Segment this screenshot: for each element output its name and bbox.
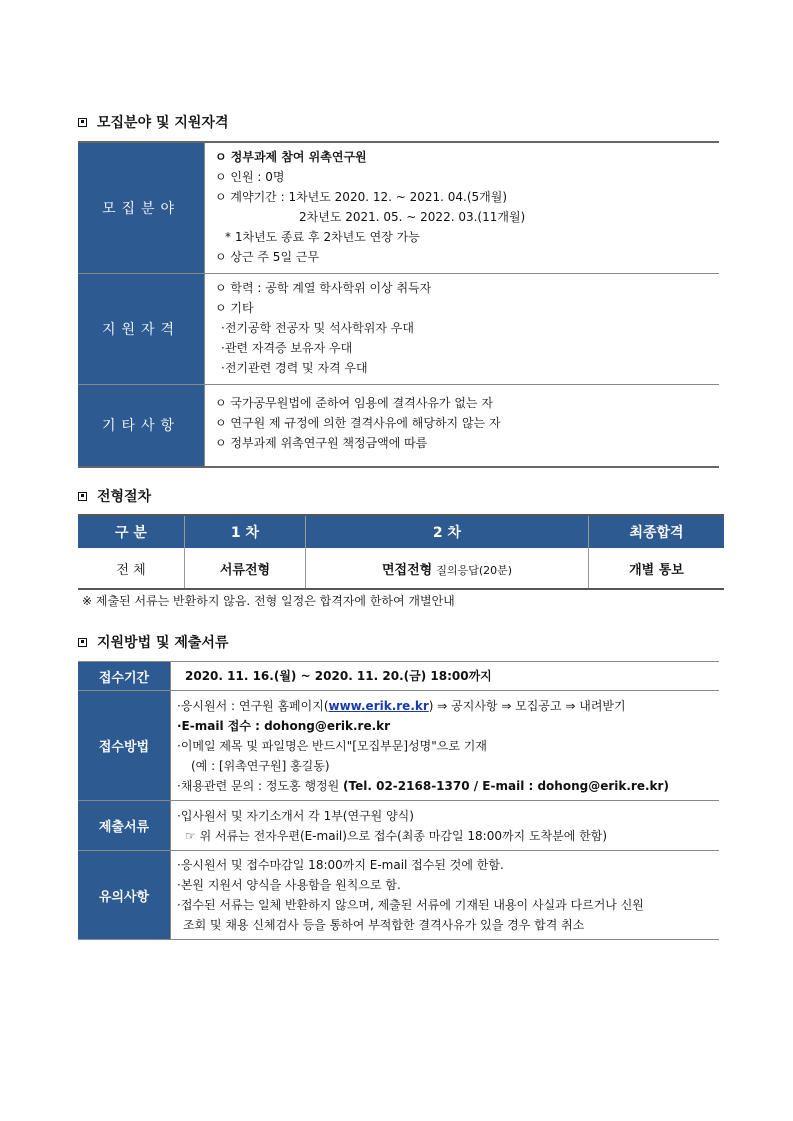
- square-bullet-icon: [78, 492, 87, 501]
- text-line: ㅇ 계약기간 : 1차년도 2020. 12. ~ 2021. 04.(5개월): [215, 190, 508, 204]
- text-line: ㅇ 기타: [215, 301, 254, 315]
- text-line: 조회 및 채용 신체검사 등을 통하여 부적합한 결격사유가 있을 경우 합격 취소: [183, 918, 585, 932]
- row-label-notes: 유의사항: [78, 851, 171, 940]
- row-content-notes: [171, 851, 720, 940]
- cell-category: 전 체: [78, 548, 185, 589]
- text-line: ㅇ 학력 : 공학 계열 학사학위 이상 취득자: [215, 281, 432, 295]
- row-label-etc: 기타사항: [78, 385, 205, 467]
- table-row: [78, 851, 719, 940]
- text-line: ·응시원서 및 접수마감일 18:00까지 E-mail 접수된 것에 한함.: [177, 858, 504, 872]
- text-line: [177, 776, 719, 796]
- apply-table: [78, 661, 719, 940]
- text-line: ·이메일 제목 및 파일명은 반드시"[모집부문]성명"으로 기재: [177, 738, 487, 753]
- contact-info: (Tel. 02-2168-1370 / E-mail : dohong@erik.re.kr): [343, 778, 669, 793]
- interview-detail: 질의응답(20분): [436, 563, 513, 577]
- text-line: ㅇ 국가공무원법에 준하여 임용에 결격사유가 없는 자: [215, 396, 493, 410]
- text-line: * 1차년도 종료 후 2차년도 연장 가능: [225, 230, 420, 244]
- table-row: [78, 274, 719, 385]
- text-line: ·접수된 서류는 일체 반환하지 않으며, 제출된 서류에 기재된 내용이 사실과 다르거나 신원: [177, 898, 644, 912]
- row-label-documents: 제출서류: [78, 801, 171, 851]
- cell-final-notice: 개별 통보: [589, 548, 725, 589]
- table-row: [78, 801, 719, 851]
- interview-label: 면접전형: [381, 562, 433, 578]
- process-table: [78, 514, 724, 590]
- row-content-documents: [171, 801, 720, 851]
- row-label-method: 접수방법: [78, 691, 171, 801]
- text-line: ·전기공학 전공자 및 석사학위자 우대: [221, 321, 414, 335]
- header-final: 최종합격: [589, 515, 725, 548]
- text-line: ㅇ 정부과제 참여 위촉연구원: [215, 150, 367, 164]
- text-fragment: ·응시원서 : 연구원 홈페이지(: [177, 698, 329, 713]
- recruit-table: [78, 141, 719, 468]
- text-line: ·본원 지원서 양식을 사용함을 원칙으로 함.: [177, 878, 401, 892]
- text-line: ·E-mail 접수 : dohong@erik.re.kr: [177, 718, 391, 733]
- section-title-text: 모집분야 및 지원자격: [97, 115, 229, 131]
- square-bullet-icon: [78, 638, 87, 647]
- table-header-row: [78, 515, 724, 548]
- section-title-text: 지원방법 및 제출서류: [97, 635, 229, 651]
- cell-interview: [306, 548, 589, 589]
- text-line: (예 : [위촉연구원] 홍길동): [191, 758, 330, 773]
- header-stage-2: 2 차: [306, 515, 589, 548]
- row-content-recruit-field: [205, 142, 720, 274]
- table-row: [78, 385, 719, 467]
- text-line: [177, 696, 719, 716]
- text-line: ㅇ 정부과제 위촉연구원 책정금액에 따름: [215, 436, 428, 450]
- row-content-method: [171, 691, 720, 801]
- period-value: 2020. 11. 16.(월) ~ 2020. 11. 20.(금) 18:00까지: [171, 662, 720, 691]
- text-line: ·입사원서 및 자기소개서 각 1부(연구원 양식): [177, 808, 414, 823]
- homepage-link[interactable]: www.erik.re.kr: [328, 698, 429, 713]
- table-row: [78, 548, 724, 589]
- square-bullet-icon: [78, 118, 87, 127]
- row-label-qualification: 지원자격: [78, 274, 205, 385]
- row-content-qualification: [205, 274, 720, 385]
- text-line: ·전기관련 경력 및 자격 우대: [221, 361, 368, 375]
- table-row: [78, 662, 719, 691]
- section-title-apply: [78, 632, 228, 652]
- text-line: ㅇ 상근 주 5일 근무: [215, 250, 320, 264]
- section-title-text: 전형절차: [97, 489, 152, 505]
- section-title-process: [78, 486, 151, 506]
- row-label-period: 접수기간: [78, 662, 171, 691]
- text-fragment: ) ⇒ 공지사항 ⇒ 모집공고 ⇒ 내려받기: [428, 698, 626, 713]
- text-line: ㅇ 연구원 제 규정에 의한 결격사유에 해당하지 않는 자: [215, 416, 501, 430]
- table-row: [78, 142, 719, 274]
- text-line: ㅇ 인원 : 0명: [215, 170, 285, 184]
- section-title-recruit: [78, 112, 228, 132]
- header-stage-1: 1 차: [185, 515, 306, 548]
- header-category: 구 분: [78, 515, 185, 548]
- cell-document-screening: 서류전형: [185, 548, 306, 589]
- table-row: [78, 691, 719, 801]
- row-content-etc: [205, 385, 720, 467]
- row-label-recruit-field: 모집분야: [78, 142, 205, 274]
- process-note: ※ 제출된 서류는 반환하지 않음. 전형 일정은 합격자에 한하여 개별안내: [82, 594, 455, 608]
- text-line: ·관련 자격증 보유자 우대: [221, 341, 353, 355]
- text-line: ☞ 위 서류는 전자우편(E-mail)으로 접수(최종 마감일 18:00까지 도착분에 한함): [185, 828, 608, 843]
- text-line: 2차년도 2021. 05. ~ 2022. 03.(11개월): [299, 210, 526, 224]
- text-fragment: ·채용관련 문의 : 정도홍 행정원: [177, 778, 344, 793]
